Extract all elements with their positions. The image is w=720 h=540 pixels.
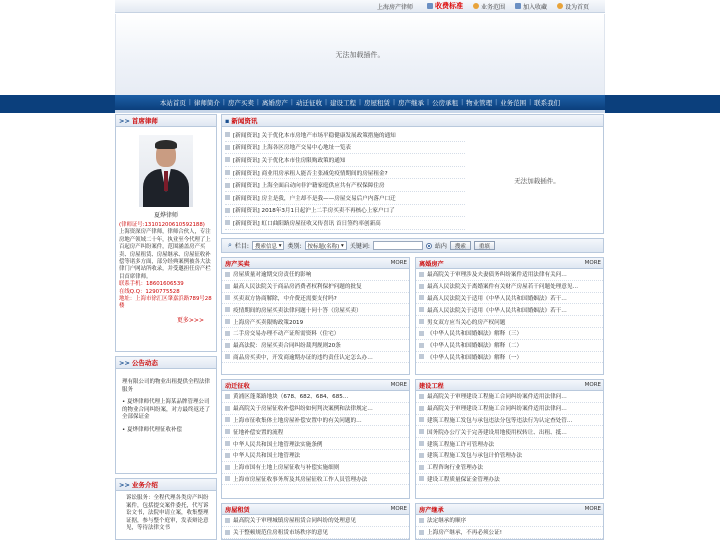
notice-item[interactable]: • 夏烨律师代理上海某品牌管理公司的物业合同纠纷案，对方最终返还了全部保证金 (122, 399, 211, 421)
type-select[interactable]: 按标题(名称) ▾ (305, 241, 347, 250)
category-item[interactable]: 上海市国有土地上房屋征收与补偿实施细则 (222, 462, 409, 474)
bullet-icon (225, 170, 230, 175)
notice-item[interactable]: 理有限公司的物业出租提供全程法律服务 (122, 379, 211, 393)
nav-divorce-property[interactable]: 离婚房产 (261, 99, 288, 107)
category-leasing (221, 503, 410, 540)
nav-property-trade[interactable]: 房产买卖 (227, 99, 254, 107)
category-item[interactable]: 上海市房屋征收事务所及其房屋征收工作人员管理办法 (222, 474, 409, 486)
bullet-icon (419, 307, 424, 312)
top-bar (115, 0, 605, 13)
nav-separator: | (529, 99, 532, 106)
category-item[interactable]: 关于整顿规范住房租赁市场秩序的意见 (222, 527, 409, 539)
nav-public-housing[interactable]: 公房承租 (432, 99, 459, 107)
news-list (225, 129, 465, 230)
bullet-icon (419, 406, 424, 411)
search-bar (221, 238, 604, 253)
bullet-icon (419, 354, 424, 359)
lawyer-photo[interactable] (139, 135, 193, 207)
bullet-icon (419, 453, 424, 458)
bullet-icon (225, 354, 230, 359)
nav-separator: | (393, 99, 396, 106)
bullet-icon (225, 195, 230, 200)
bullet-icon (225, 530, 230, 535)
fee-link[interactable]: 收费标准 (427, 1, 463, 11)
bullet-icon (419, 530, 424, 535)
lawyer-bio (116, 219, 216, 313)
category-item[interactable]: 最高人民法院关于商品房消费者权利保护问题的批复 (222, 281, 409, 293)
category-item[interactable]: 中华人民共和国土地管理法实施条例 (222, 438, 409, 450)
nav-inheritance[interactable]: 房产继承 (398, 99, 425, 107)
bullet-icon (419, 331, 424, 336)
bullet-icon (419, 476, 424, 481)
nav-separator: | (324, 99, 327, 106)
category-item[interactable]: 最高人民法院关于离婚案件有关财产房屋若干问题处理意见… (416, 281, 603, 293)
bullet-icon (225, 417, 230, 422)
bullet-icon (419, 441, 424, 446)
lawyer-more-link[interactable]: 更多>>> (176, 316, 204, 324)
category-item[interactable]: 《中华人民共和国婚姻法》解释（一） (416, 352, 603, 364)
category-header: 离婚房产 MORE (416, 258, 603, 269)
bullet-icon (225, 441, 230, 446)
news-item[interactable]: [新闻资讯] 2018年3月1日起沪上二手房买卖不再核心上家户口了 (225, 205, 465, 218)
bullet-icon (225, 295, 230, 300)
category-item[interactable]: 上海房产买卖限购政策2019 (222, 316, 409, 328)
news-item[interactable]: [新闻资讯] 商业用房承租人能否主张减免疫情期间的房屋租金? (225, 167, 465, 180)
nav-expropriation[interactable]: 动迁征收 (295, 99, 322, 107)
more-link[interactable]: MORE (584, 382, 601, 388)
category-item[interactable]: 男女双方应当关心的房产权问题 (416, 316, 603, 328)
category-item[interactable]: 《中华人民共和国婚姻法》解释（二） (416, 340, 603, 352)
nav-separator: | (256, 99, 259, 106)
bullet-icon (419, 417, 424, 422)
bullet-icon (419, 394, 424, 399)
category-item[interactable]: 最高人民法院关于适用《中华人民共和国婚姻法》若干… (416, 293, 603, 305)
bullet-icon (225, 183, 230, 188)
news-item[interactable]: [新闻资讯] 虹口曲阳路房屋征收又传喜讯 首日签约率创新高 (225, 217, 465, 230)
lawyer-qq: 在线Q.Q：1290775528 (119, 288, 180, 295)
bullet-icon (225, 343, 230, 348)
news-plugin: 无法加载插件。 (514, 176, 560, 185)
news-item[interactable]: [新闻资讯] 关于优化本市房地产市场平稳健康发展政策措施的通知 (225, 129, 465, 142)
nav-property-mgmt[interactable]: 物业管理 (466, 99, 493, 107)
news-item[interactable]: [新闻资讯] 房主是我，户主却不是我——房屋交易后户内落户口迁 (225, 192, 465, 205)
news-item[interactable]: [新闻资讯] 关于优化本市住房限购政策的通知 (225, 154, 465, 167)
business-scope-link[interactable]: 业务范围 (473, 2, 505, 11)
category-item[interactable]: 二手房交易办理不动产证所需资料（住宅） (222, 328, 409, 340)
category-item[interactable]: 商品房买卖中，开发商逾期办证的违约责任认定怎么办… (222, 352, 409, 364)
category-item[interactable]: 最高法院：房屋买卖合同纠纷裁判规则20条 (222, 340, 409, 352)
nav-leasing[interactable]: 房屋租赁 (364, 99, 391, 107)
type-label: 类别: (287, 243, 302, 250)
bullet-icon (419, 295, 424, 300)
bullet-icon (225, 394, 230, 399)
nav-separator: | (222, 99, 225, 106)
bullet-icon (225, 406, 230, 411)
bullet-icon (419, 272, 424, 277)
nav-construction[interactable]: 建设工程 (329, 99, 356, 107)
category-item[interactable]: 《中华人民共和国婚姻法》解释（三） (416, 328, 603, 340)
bullet-icon (225, 518, 230, 523)
category-construction (415, 379, 604, 499)
category-item[interactable]: 法定继承的顺序 (416, 515, 603, 527)
category-item[interactable]: 最高院关于审理涉及夫妻债务纠纷案件适用法律有关问… (416, 269, 603, 281)
lawyer-name: 夏烨律师 (153, 212, 178, 219)
price-icon (427, 3, 433, 9)
notices-header: >> 公告动态 (116, 357, 216, 369)
site-radio-label: 站内 (434, 243, 447, 250)
bullet-icon (225, 272, 230, 277)
lawyer-panel (115, 114, 217, 352)
more-link[interactable]: MORE (584, 260, 601, 266)
bullet-icon (225, 476, 230, 481)
nav-lawyer-intro[interactable]: 律师简介 (193, 99, 220, 107)
category-divorce-property (415, 257, 604, 375)
nav-separator: | (461, 99, 464, 106)
category-item[interactable]: 国务院办公厅关于完善建设用地使用权转让、出租、抵… (416, 426, 603, 438)
more-link[interactable]: MORE (584, 506, 601, 512)
news-header: ▪ 新闻资讯 (222, 115, 603, 127)
bullet-icon (419, 319, 424, 324)
category-item[interactable]: 最高院关于审理建设工程施工合同纠纷案件适用法律问… (416, 403, 603, 415)
nav-left-fill (0, 95, 115, 113)
bullet-icon (419, 284, 424, 289)
main-nav (115, 95, 605, 110)
keyword-input[interactable] (373, 241, 423, 250)
notice-item[interactable]: • 夏烨律师代理征收补偿 (122, 426, 183, 433)
category-header: 房产买卖 MORE (222, 258, 409, 269)
category-property-trade (221, 257, 410, 375)
category-header: 动迁征收 MORE (222, 380, 409, 391)
bullet-icon (225, 307, 230, 312)
category-header: 建设工程 MORE (416, 380, 603, 391)
lawyer-intro: 上海资深房产律师，律师合伙人，专注房地产领域二十年，执业至今代理了上百起房产纠纷案件，范围涵盖房产买卖、房屋租赁、房屋继承、房屋征收补偿等诸多方面，部分经典案例被各大法律门户网站所收录，并受邀担任房产栏目首席律师。 (119, 229, 211, 280)
category-item[interactable]: 最高院关于审理建设工程施工合同纠纷案件适用法律问… (416, 391, 603, 403)
notices-panel (115, 356, 217, 474)
nav-separator: | (427, 99, 430, 106)
bullet-icon (225, 319, 230, 324)
category-item[interactable]: 建筑工程施工许可管理办法 (416, 438, 603, 450)
business-header: >> 业务介绍 (116, 479, 216, 491)
nav-shadow (115, 110, 605, 113)
category-inheritance (415, 503, 604, 540)
bullet-icon (225, 132, 230, 137)
lawyer-panel-header: >> 首席律师 (116, 115, 216, 127)
column-select[interactable]: 搜索信息 ▾ (252, 241, 285, 250)
site-radio[interactable] (426, 243, 432, 249)
bullet-icon (419, 465, 424, 470)
bullet-icon (419, 429, 424, 434)
category-item[interactable]: 征地补偿安置的流程 (222, 426, 409, 438)
bookmark-icon (515, 3, 521, 9)
category-item[interactable]: 疫情期间的房屋买卖法律问题十问十答（房屋买卖） (222, 304, 409, 316)
category-item[interactable]: 建筑工程施工发包与承包计价管理办法 (416, 450, 603, 462)
business-panel (115, 478, 217, 540)
home-icon (557, 3, 563, 9)
bullet-icon (419, 343, 424, 348)
column-label: 栏目: (234, 243, 249, 250)
nav-home[interactable]: 本站首页 (159, 99, 186, 107)
category-item[interactable]: 上海房产继承，不再必须公证! (416, 527, 603, 539)
bullet-icon (419, 518, 424, 523)
category-expropriation (221, 379, 410, 499)
category-header: 房产继承 MORE (416, 504, 603, 515)
category-item[interactable]: 工程咨询行业管理办法 (416, 462, 603, 474)
bullet-icon (225, 284, 230, 289)
nav-separator: | (290, 99, 293, 106)
site-name: 上海房产律师 (376, 3, 413, 11)
business-text: 诉讼服务：全程代理各类房产纠纷案件，包括提交案件委托，代写诉讼文书，法院申请立案，收集整理证据，参与整个庭审，发表辩论意见，等待法律文书 (126, 495, 209, 532)
notices-list (116, 369, 216, 435)
news-item[interactable]: [新闻资讯] 上海各区房地产交易中心地址一览表 (225, 142, 465, 155)
category-item[interactable]: 上海市征收集体土地房屋补偿安置中的有关问题的… (222, 415, 409, 427)
bullet-icon (225, 429, 230, 434)
more-link[interactable]: MORE (390, 382, 407, 388)
more-link[interactable]: MORE (390, 260, 407, 266)
lawyer-cert: (律师证号:13101200610592188) (119, 222, 205, 228)
category-item[interactable]: 房屋质量对逾期交房责任的影响 (222, 269, 409, 281)
bullet-icon (225, 331, 230, 336)
category-item[interactable]: 最高人民法院关于适用《中华人民共和国婚姻法》若干… (416, 304, 603, 316)
reset-button[interactable]: 重填 (474, 241, 495, 250)
category-item[interactable]: 建筑工程施工发包与承包违法分包等违法行为认定查处管… (416, 415, 603, 427)
nav-business-scope[interactable]: 业务范围 (500, 99, 527, 107)
search-icon: ⌕ (228, 241, 232, 249)
category-header: 房屋租赁 MORE (222, 504, 409, 515)
bullet-icon (225, 465, 230, 470)
category-item[interactable]: 买卖双方协商解除，中介费还需要支付吗? (222, 293, 409, 305)
more-link[interactable]: MORE (390, 506, 407, 512)
lawyer-address: 地址：上海市徐汇区肇嘉浜路789号28楼 (119, 296, 212, 310)
category-item[interactable]: 黄浦区蓬莱路地块（678、682、684、685… (222, 391, 409, 403)
banner-plugin (115, 14, 605, 95)
set-homepage-link[interactable]: 设为首页 (557, 2, 589, 11)
bullet-icon (225, 453, 230, 458)
search-button[interactable]: 搜索 (450, 241, 471, 250)
category-item[interactable]: 最高院关于审理城镇房屋租赁合同纠纷的处理意见 (222, 515, 409, 527)
keyword-label: 关键词: (349, 243, 370, 250)
bullet-icon (225, 220, 230, 225)
bullet-icon (225, 157, 230, 162)
nav-right-fill (605, 95, 720, 113)
plugin-message: 无法加载插件。 (335, 50, 385, 59)
lawyer-phone: 联系手机：18601606539 (119, 281, 184, 288)
nav-contact[interactable]: 联系我们 (534, 99, 561, 107)
bookmark-link[interactable]: 加入收藏 (515, 2, 547, 11)
news-panel (221, 114, 604, 234)
bullet-icon (225, 145, 230, 150)
news-item[interactable]: [新闻资讯] 上海全面启动向非沪籍家庭供应共有产权保障住房 (225, 179, 465, 192)
category-item[interactable]: 建设工程质量保证金管理办法 (416, 474, 603, 486)
nav-separator: | (495, 99, 498, 106)
nav-separator: | (358, 99, 362, 106)
globe-icon (473, 3, 479, 9)
category-item[interactable]: 最高院关于房屋征收补偿纠纷如何判决案例和法律规定… (222, 403, 409, 415)
nav-separator: | (188, 99, 191, 106)
category-item[interactable]: 中华人民共和国土地管理法 (222, 450, 409, 462)
bullet-icon (225, 208, 230, 213)
